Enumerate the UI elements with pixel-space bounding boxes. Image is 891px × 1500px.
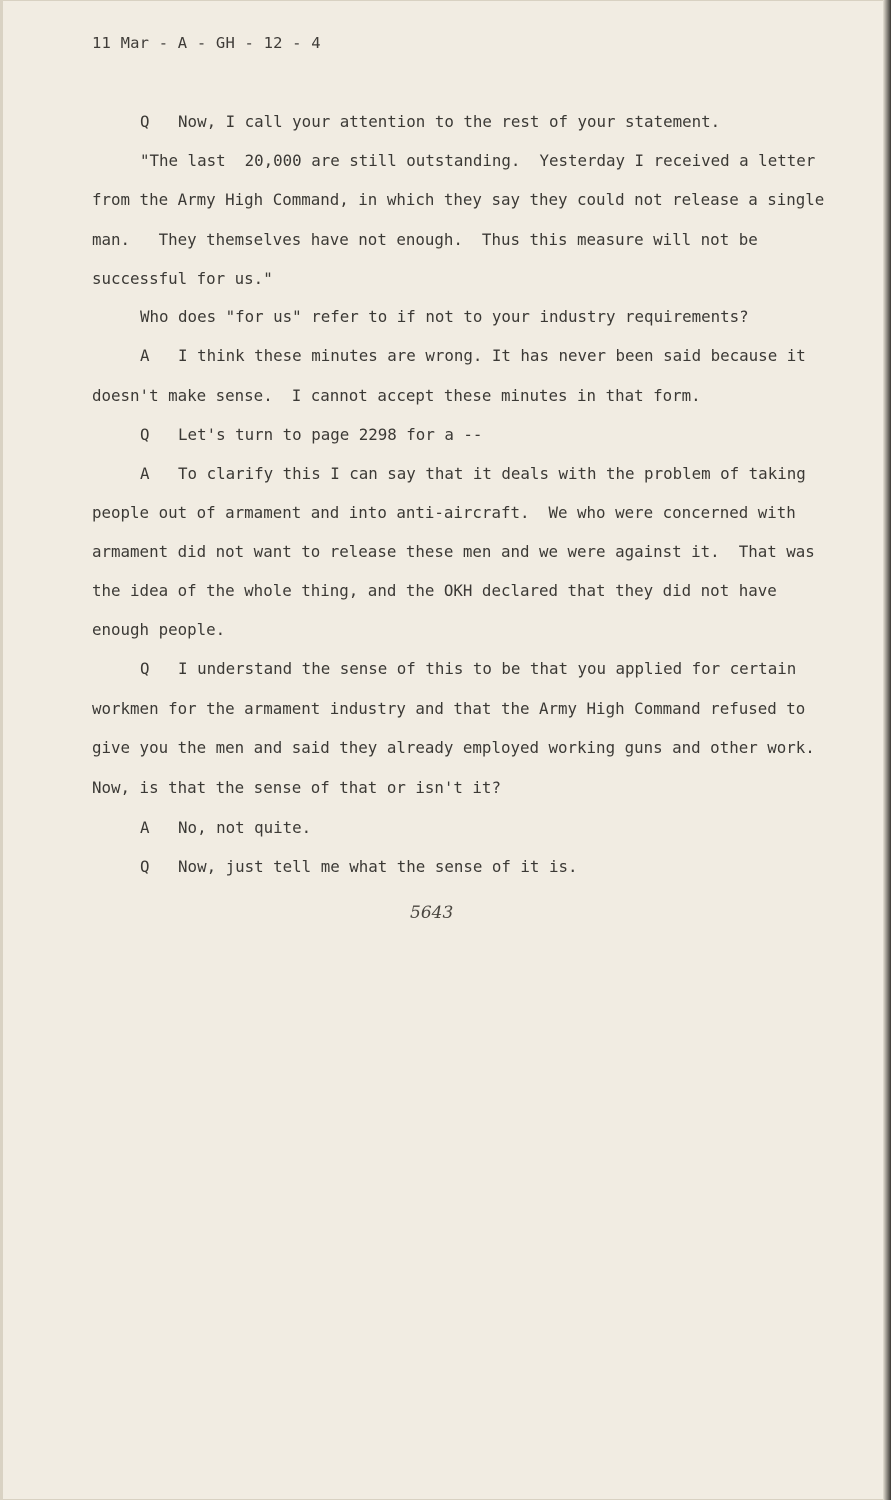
page-left-edge: [0, 0, 3, 1500]
page-header: 11 Mar - A - GH - 12 - 4: [92, 34, 321, 52]
text-line-17: give you the men and said they already employed working guns and other work.: [92, 738, 815, 757]
text-line-4: man. They themselves have not enough. Thus this measure will not be: [92, 230, 758, 249]
text-line-16: workmen for the armament industry and that the Army High Command refused to: [92, 699, 806, 718]
text-line-19: A No, not quite.: [140, 818, 312, 837]
text-line-3: from the Army High Command, in which they say they could not release a single: [92, 190, 825, 209]
text-line-14: enough people.: [92, 620, 226, 639]
page-right-edge-shadow: [883, 0, 891, 1500]
text-line-7: A I think these minutes are wrong. It has never been said because it: [140, 346, 806, 365]
text-line-12: armament did not want to release these men and we were against it. That was: [92, 542, 815, 561]
text-line-10: A To clarify this I can say that it deals with the problem of taking: [140, 464, 806, 483]
text-line-18: Now, is that the sense of that or isn't it?: [92, 778, 501, 797]
text-line-15: Q I understand the sense of this to be that you applied for certain: [140, 659, 797, 678]
page-number: 5643: [410, 903, 454, 923]
text-line-2: "The last 20,000 are still outstanding. Yesterday I received a letter: [140, 151, 816, 170]
text-line-20: Q Now, just tell me what the sense of it is.: [140, 857, 578, 876]
text-line-8: doesn't make sense. I cannot accept these minutes in that form.: [92, 386, 701, 405]
text-line-11: people out of armament and into anti-aircraft. We who were concerned with: [92, 503, 796, 522]
text-line-1: Q Now, I call your attention to the rest of your statement.: [140, 112, 721, 131]
text-line-5: successful for us.": [92, 269, 273, 288]
text-line-6: Who does "for us" refer to if not to your industry requirements?: [140, 307, 749, 326]
text-line-9: Q Let's turn to page 2298 for a --: [140, 425, 483, 444]
text-line-13: the idea of the whole thing, and the OKH declared that they did not have: [92, 581, 777, 600]
